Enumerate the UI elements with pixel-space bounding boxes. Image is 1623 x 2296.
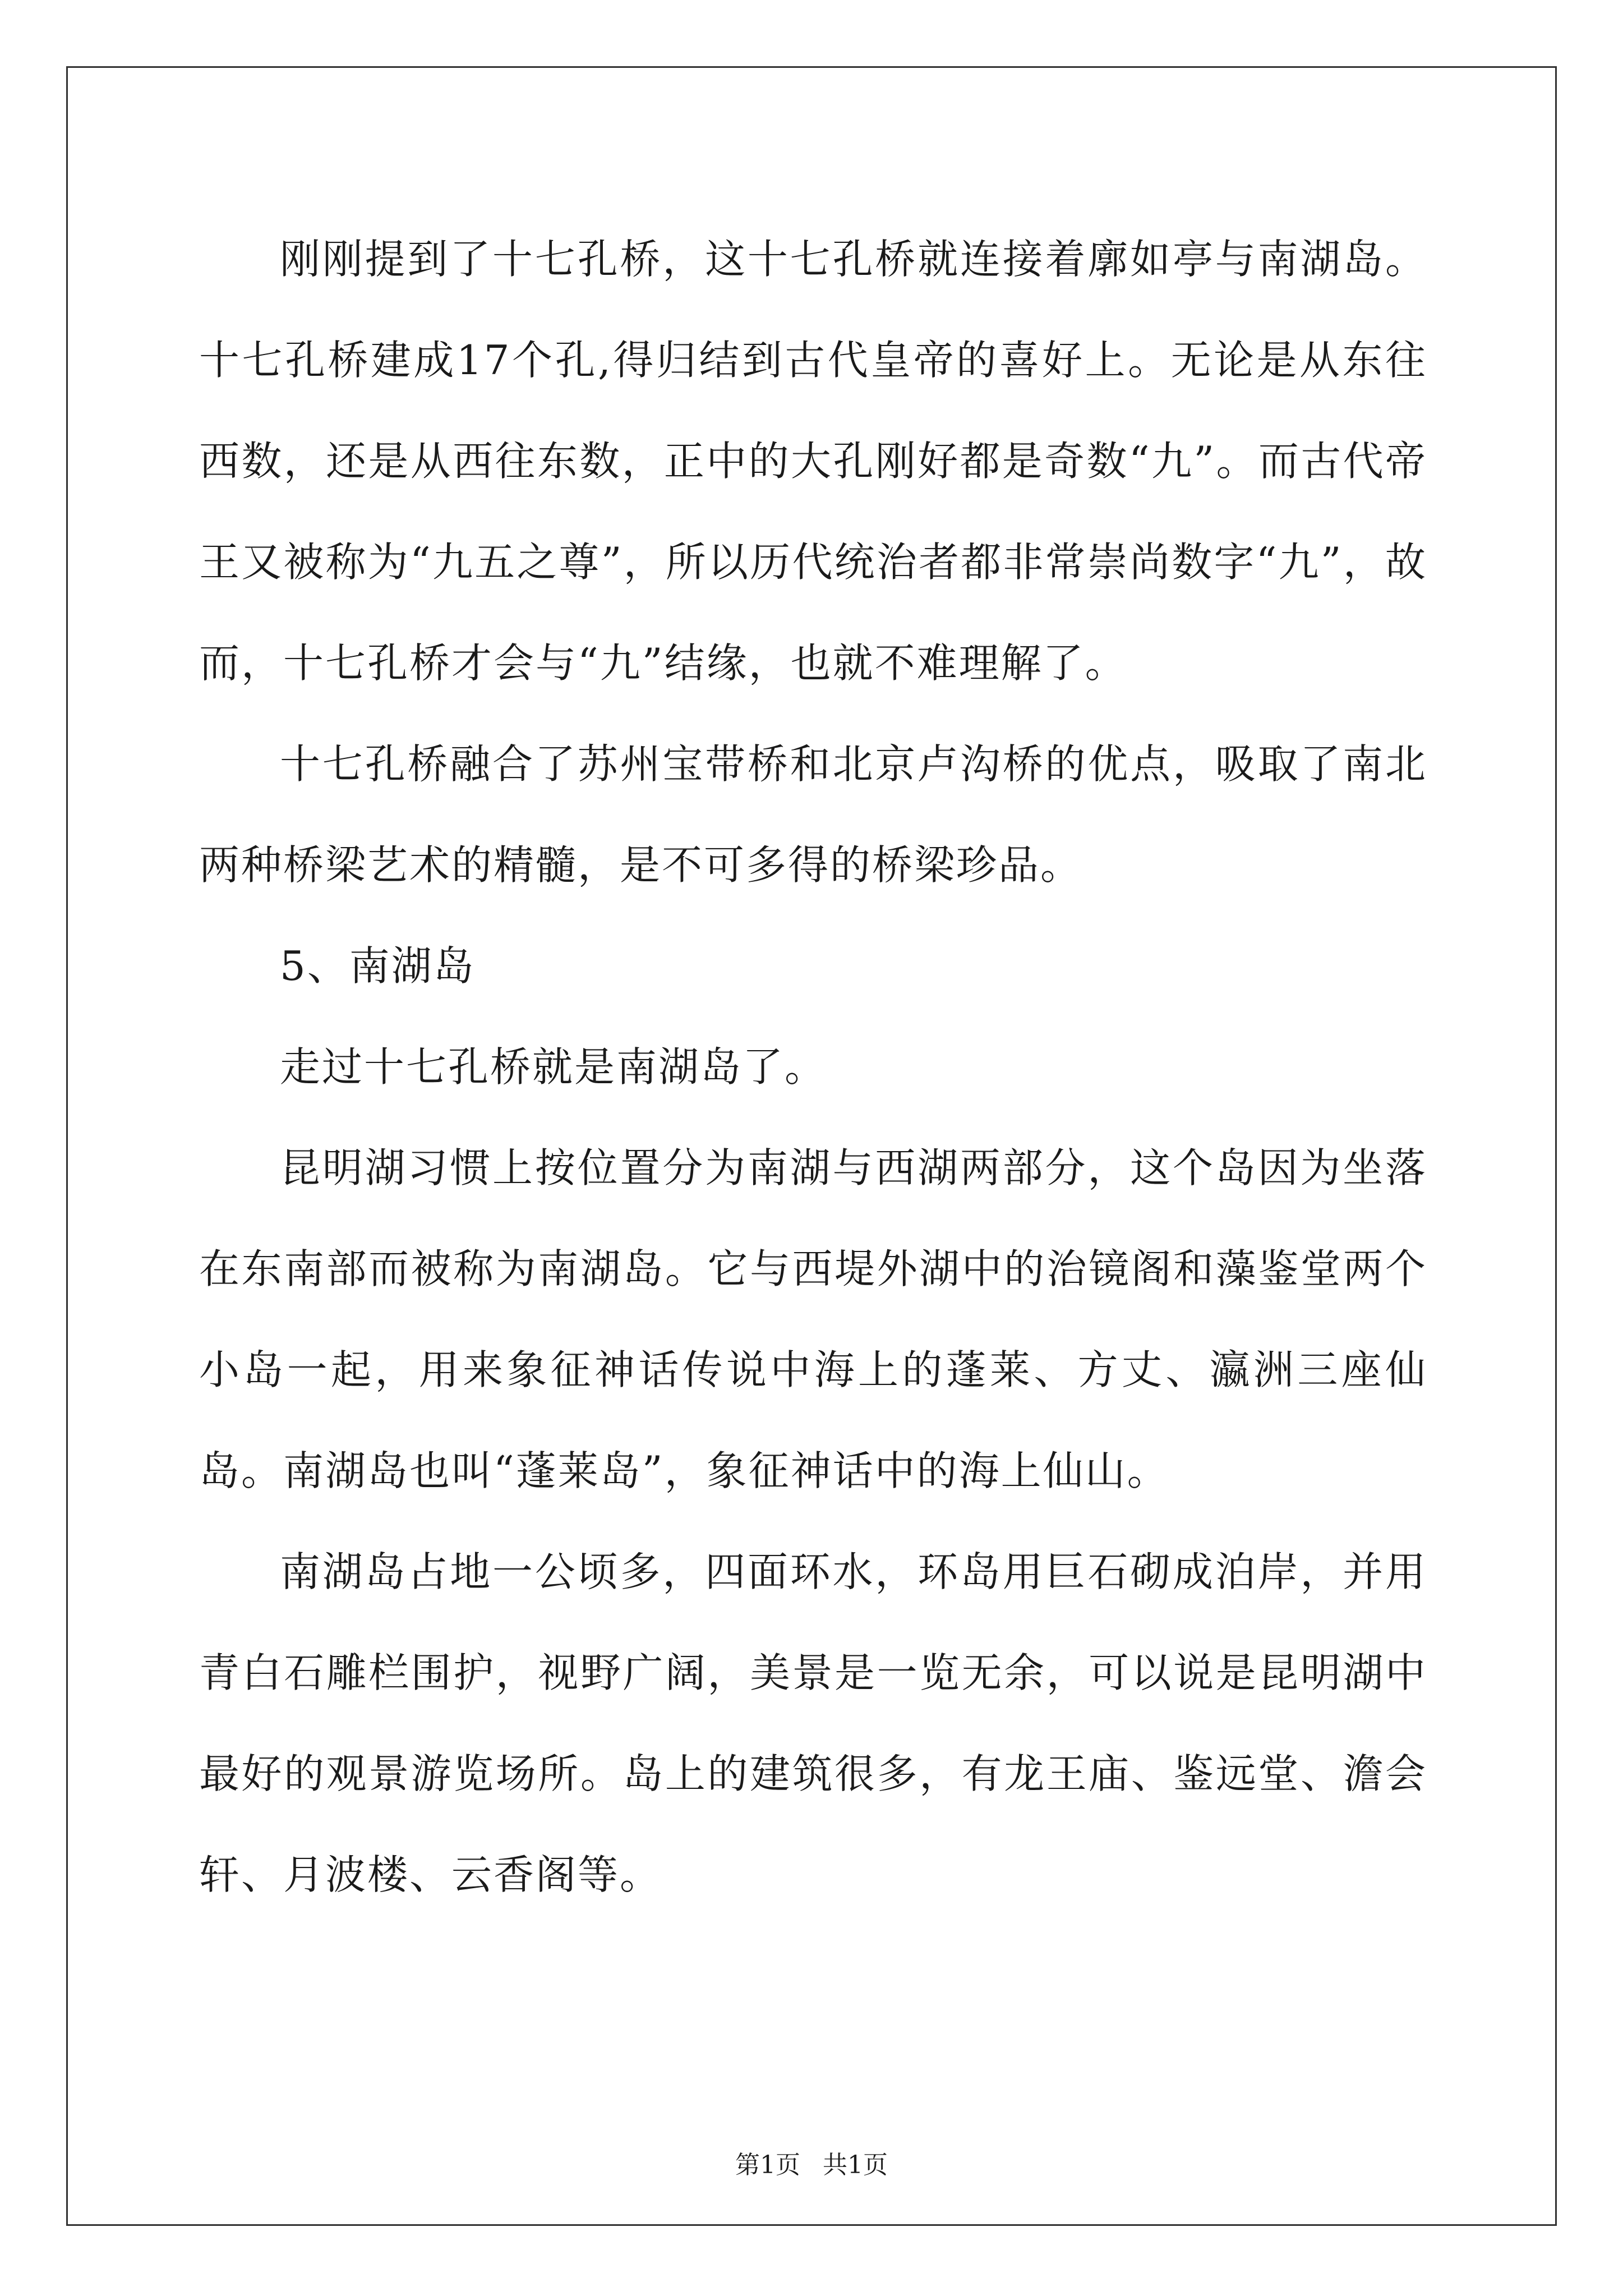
paragraph-south-lake-buildings: 南湖岛占地一公顷多，四面环水，环岛用巨石砌成泊岸，并用青白石雕栏围护，视野广阔，美景是一览无余，可以说是昆明湖中最好的观景游览场所。岛上的建筑很多，有龙王庙、鉴远堂、澹会轩、月波楼、云香阁等。 [199,1548,1427,1898]
paragraph-seventeen-arch-bridge-history: 刚刚提到了十七孔桥，这十七孔桥就连接着廓如亭与南湖岛。十七孔桥建成17个孔,得归结到古代皇帝的喜好上。无论是从东往西数，还是从西往东数，正中的大孔刚好都是奇数“九”。而古代帝王又被称为“九五之尊”，所以历代统治者都非常崇尚数字“九”，故而，十七孔桥才会与“九”结缘，也就不难理解了。 [199,236,1427,687]
paragraph-south-lake-intro: 走过十七孔桥就是南湖岛了。 [280,1043,827,1091]
paragraph-seventeen-arch-bridge-merits: 十七孔桥融合了苏州宝带桥和北京卢沟桥的优点，吸取了南北两种桥梁艺术的精髓，是不可多得的桥梁珍品。 [199,740,1427,889]
page-total: 共1页 [823,2151,888,2179]
page-number: 第1页 [735,2151,800,2179]
section-heading-south-lake-island: 5、南湖岛 [280,942,476,990]
page-footer [0,2148,1623,2182]
document-body [199,209,1427,1925]
paragraph-south-lake-location: 昆明湖习惯上按位置分为南湖与西湖两部分，这个岛因为坐落在东南部而被称为南湖岛。它与西堤外湖中的治镜阁和藻鉴堂两个小岛一起，用来象征神话传说中海上的蓬莱、方丈、瀛洲三座仙岛。南湖岛也叫“蓬莱岛”，象征神话中的海上仙山。 [199,1144,1427,1494]
